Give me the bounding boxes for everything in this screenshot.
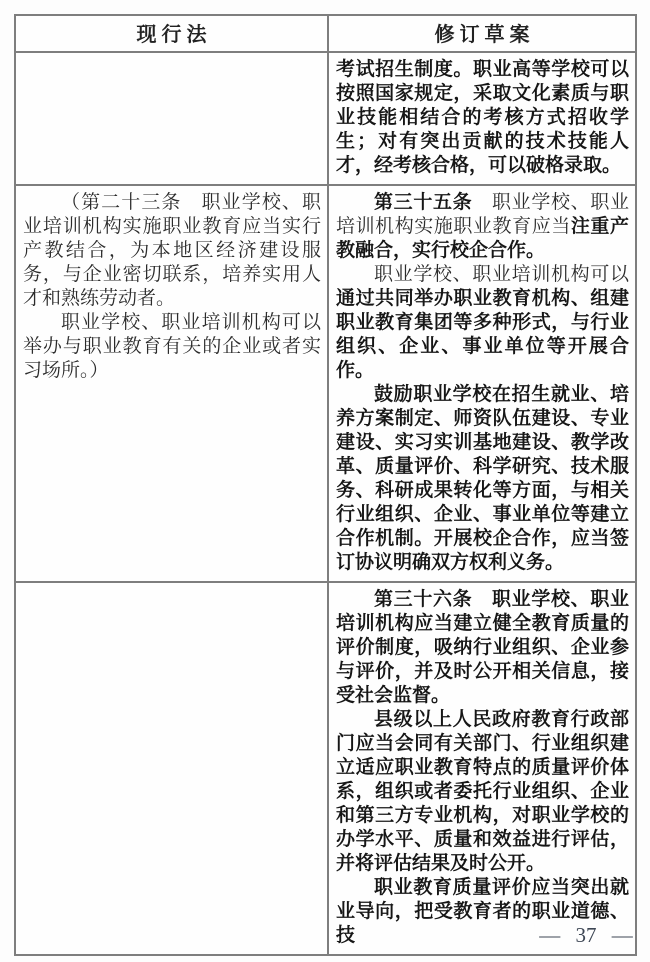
header-revision-draft: 修订草案	[328, 15, 636, 52]
paragraph	[336, 383, 629, 575]
cell-current-law	[15, 582, 328, 955]
paragraph	[336, 191, 629, 263]
text-run: 职业学校、职业培训机构应当建立健全教育质量的评价制度，吸纳行业组织、企业参与评价，并及时公开相关信息，接受社会监督。	[336, 589, 629, 706]
cell-revision-draft	[328, 582, 636, 955]
cell-revision-draft	[328, 52, 636, 185]
table-row	[15, 52, 636, 185]
comparison-table	[14, 14, 637, 956]
paragraph	[23, 191, 321, 311]
table-row	[15, 582, 636, 955]
table-header-row	[15, 15, 636, 52]
text-run: 考试招生制度。职业高等学校可以按照国家规定，采取文化素质与职业技能相结合的考核方式招收学生；对有突出贡献的技术技能人才，经考核合格，可以破格录取。	[336, 59, 629, 176]
table-row	[15, 185, 636, 582]
text-run: 第三十六条	[374, 589, 473, 610]
header-current-law: 现行法	[15, 15, 328, 52]
text-run: （第二十三条 职业学校、职业培训机构实施职业教育应当实行产教结合，为本地区经济建设服务，与企业密切联系，培养实用人才和熟练劳动者。	[23, 192, 321, 309]
cell-current-law	[15, 185, 328, 582]
text-run: 第三十五条	[374, 192, 473, 213]
text-run: 鼓励职业学校在招生就业、培养方案制定、师资队伍建设、专业建设、实习实训基地建设、教学改革、质量评价、科学研究、技术服务、科研成果转化等方面，与相关行业组织、企业、事业单位等建立合作机制。开展校企合作，应当签订协议明确双方权利义务。	[336, 384, 629, 573]
paragraph	[336, 263, 629, 383]
cell-revision-draft	[328, 185, 636, 582]
text-run: 通过共同举办职业教育机构、组建职业教育集团等多种形式，与行业组织、企业、事业单位等开展合作。	[336, 288, 629, 381]
text-run: 职业学校、职业培训机构实施职业教育应当	[336, 192, 629, 237]
comparison-table-body	[15, 52, 636, 955]
text-run: 县级以上人民政府教育行政部门应当会同有关部门、行业组织建立适应职业教育特点的质量评价体系，组织或者委托行业组织、企业和第三方专业机构，对职业学校的办学水平、质量和效益进行评估，并将评估结果及时公开。	[336, 709, 629, 874]
text-run: 职业学校、职业培训机构可以	[374, 264, 629, 285]
paragraph	[336, 588, 629, 708]
text-run: 职业教育质量评价应当突出就业导向，把受教育者的职业道德、技	[336, 877, 629, 946]
cell-current-law	[15, 52, 328, 185]
paragraph	[23, 311, 321, 383]
text-run: 职业学校、职业培训机构可以举办与职业教育有关的企业或者实习场所。）	[23, 312, 321, 381]
paragraph	[336, 708, 629, 876]
text-run	[472, 589, 492, 610]
paragraph	[336, 58, 629, 178]
text-run: 注重产教融合，实行校企合作。	[336, 216, 629, 261]
page-number: — 37 —	[539, 923, 633, 947]
